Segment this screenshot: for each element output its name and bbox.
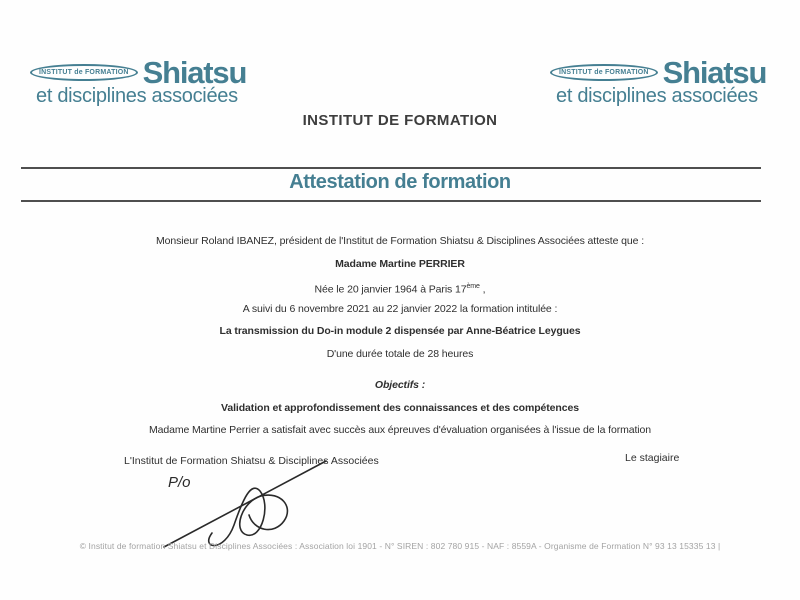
logo-top-row — [30, 57, 280, 88]
institute-signature-label: L'Institut de Formation Shiatsu & Disciplines Associées — [124, 455, 379, 467]
birth-suffix: , — [479, 283, 486, 296]
logo-tagline: et disciplines associées — [36, 85, 238, 107]
trainee-signature-label: Le stagiaire — [625, 452, 680, 464]
certificate-title: Attestation de formation — [289, 171, 511, 193]
po-handwritten-mark: P/o — [168, 474, 191, 491]
birth-prefix: Née le 20 janvier 1964 à Paris 17 — [314, 283, 467, 296]
document-heading: INSTITUT DE FORMATION — [302, 112, 498, 129]
institute-logo-right — [550, 57, 800, 106]
birth-line — [0, 279, 800, 302]
certificate-body — [0, 234, 800, 446]
logo-brand-text: Shiatsu — [662, 55, 767, 90]
success-line: Madame Martine Perrier a satisfait avec succès aux épreuves d'évaluation organisées à l'issue de la formation — [148, 424, 652, 436]
logo-oval-badge: INSTITUT de FORMATION — [30, 64, 138, 81]
horizontal-rule-bottom — [21, 200, 761, 202]
institute-logo-left — [30, 57, 280, 106]
birth-superscript: ème — [466, 283, 480, 290]
objectives-label: Objectifs : — [374, 379, 426, 391]
trainee-name: Madame Martine PERRIER — [335, 257, 465, 270]
footer-legal-text: © Institut de formation Shiatsu et Disciplines Associées : Association loi 1901 - N° SIREN : 802 780 915 - NAF : 8559A - Organisme de Formation N° 93 13 15335 13 | — [79, 541, 721, 551]
attestation-line: Monsieur Roland IBANEZ, président de l'Institut de Formation Shiatsu & Disciplines Associées atteste que : — [155, 235, 645, 247]
course-line: La transmission du Do-in module 2 dispensée par Anne-Béatrice Leygues — [219, 325, 581, 337]
horizontal-rule-top — [21, 167, 761, 169]
logo-top-row — [550, 57, 800, 88]
logo-tagline: et disciplines associées — [556, 85, 758, 107]
period-line: A suivi du 6 novembre 2021 au 22 janvier 2022 la formation intitulée : — [242, 302, 558, 315]
logo-oval-badge: INSTITUT de FORMATION — [550, 64, 658, 81]
objectives-line: Validation et approfondissement des connaissances et des compétences — [221, 401, 579, 414]
logo-brand-text: Shiatsu — [142, 55, 247, 90]
duration-line: D'une durée totale de 28 heures — [326, 347, 474, 360]
handwritten-signature — [150, 455, 340, 555]
